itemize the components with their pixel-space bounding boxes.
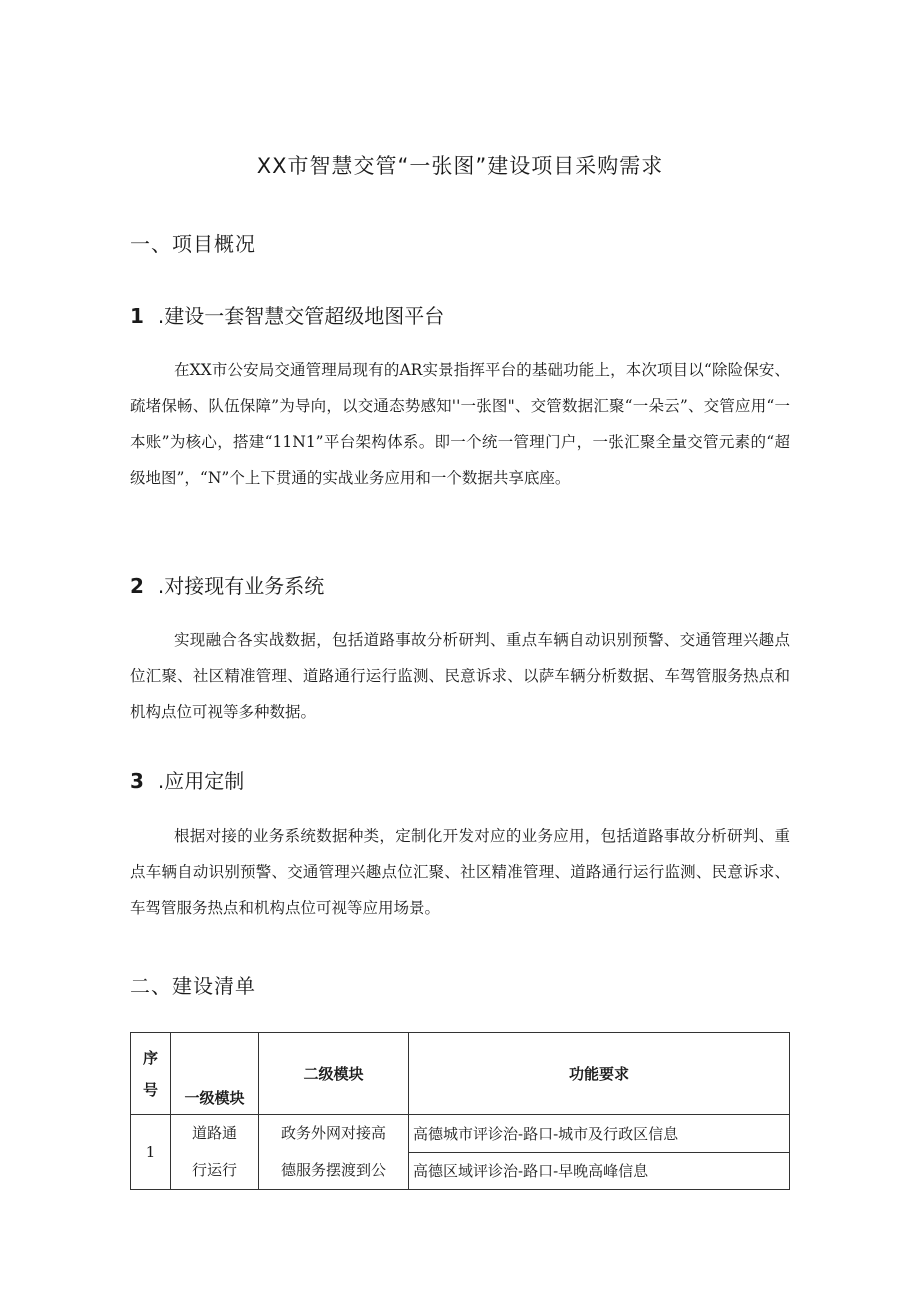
row-requirement: 高德区域评诊治-路口-早晚高峰信息 <box>409 1152 790 1190</box>
table-row <box>131 1115 790 1153</box>
row-level2-line: 德服务摆渡到公 <box>280 1161 386 1179</box>
row-level2-line: 政务外网对接高 <box>280 1124 386 1142</box>
header-level1: 一级模块 <box>171 1033 259 1115</box>
subsection-heading-2 <box>130 570 324 599</box>
row-level2 <box>259 1115 409 1190</box>
table-header-row <box>131 1033 790 1115</box>
row-index: 1 <box>131 1115 171 1190</box>
header-index-line: 序 <box>142 1048 158 1067</box>
subsection-number: 2 <box>130 574 144 598</box>
paragraph-platform: 在XX市公安局交通管理局现有的AR实景指挥平台的基础功能上，本次项目以“除险保安、疏堵保畅、队伍保障”为导向，以交通态势感知''一张图"、交管数据汇聚“一朵云”、交管应用“一本账”为核心，搭建“11N1”平台架构体系。即一个统一管理门户，一张汇聚全量交管元素的“超级地图”，“N”个上下贯通的实战业务应用和一个数据共享底座。 <box>130 361 790 487</box>
subsection-heading-3 <box>130 765 244 794</box>
subsection-title: .对接现有业务系统 <box>157 574 325 598</box>
header-function: 功能要求 <box>409 1033 790 1115</box>
header-level2: 二级模块 <box>259 1033 409 1115</box>
document-title: XX市智慧交管“一张图”建设项目采购需求 <box>256 154 664 178</box>
row-level1-line: 行运行 <box>191 1161 237 1179</box>
row-requirement: 高德城市评诊治-路口-城市及行政区信息 <box>409 1115 790 1153</box>
paragraph-customization: 根据对接的业务系统数据种类，定制化开发对应的业务应用，包括道路事故分析研判、重点车辆自动识别预警、交通管理兴趣点位汇聚、社区精准管理、道路通行运行监测、民意诉求、车驾管服务热点和机构点位可视等应用场景。 <box>130 827 790 917</box>
header-index <box>131 1033 171 1115</box>
subsection-number: 3 <box>130 769 144 793</box>
construction-list-table <box>130 1032 790 1190</box>
subsection-heading-1 <box>130 300 444 329</box>
header-index-line: 号 <box>142 1080 158 1099</box>
subsection-number: 1 <box>130 304 144 328</box>
subsection-title: .应用定制 <box>157 769 245 793</box>
row-level1 <box>171 1115 259 1190</box>
row-level1-line: 道路通 <box>191 1124 237 1142</box>
section-heading-overview: 一、项目概况 <box>130 232 256 256</box>
section-heading-list: 二、建设清单 <box>130 974 256 998</box>
paragraph-integration: 实现融合各实战数据，包括道路事故分析研判、重点车辆自动识别预警、交通管理兴趣点位汇聚、社区精准管理、道路通行运行监测、民意诉求、以萨车辆分析数据、车驾管服务热点和机构点位可视等多种数据。 <box>130 631 790 721</box>
subsection-title: .建设一套智慧交管超级地图平台 <box>157 304 445 328</box>
